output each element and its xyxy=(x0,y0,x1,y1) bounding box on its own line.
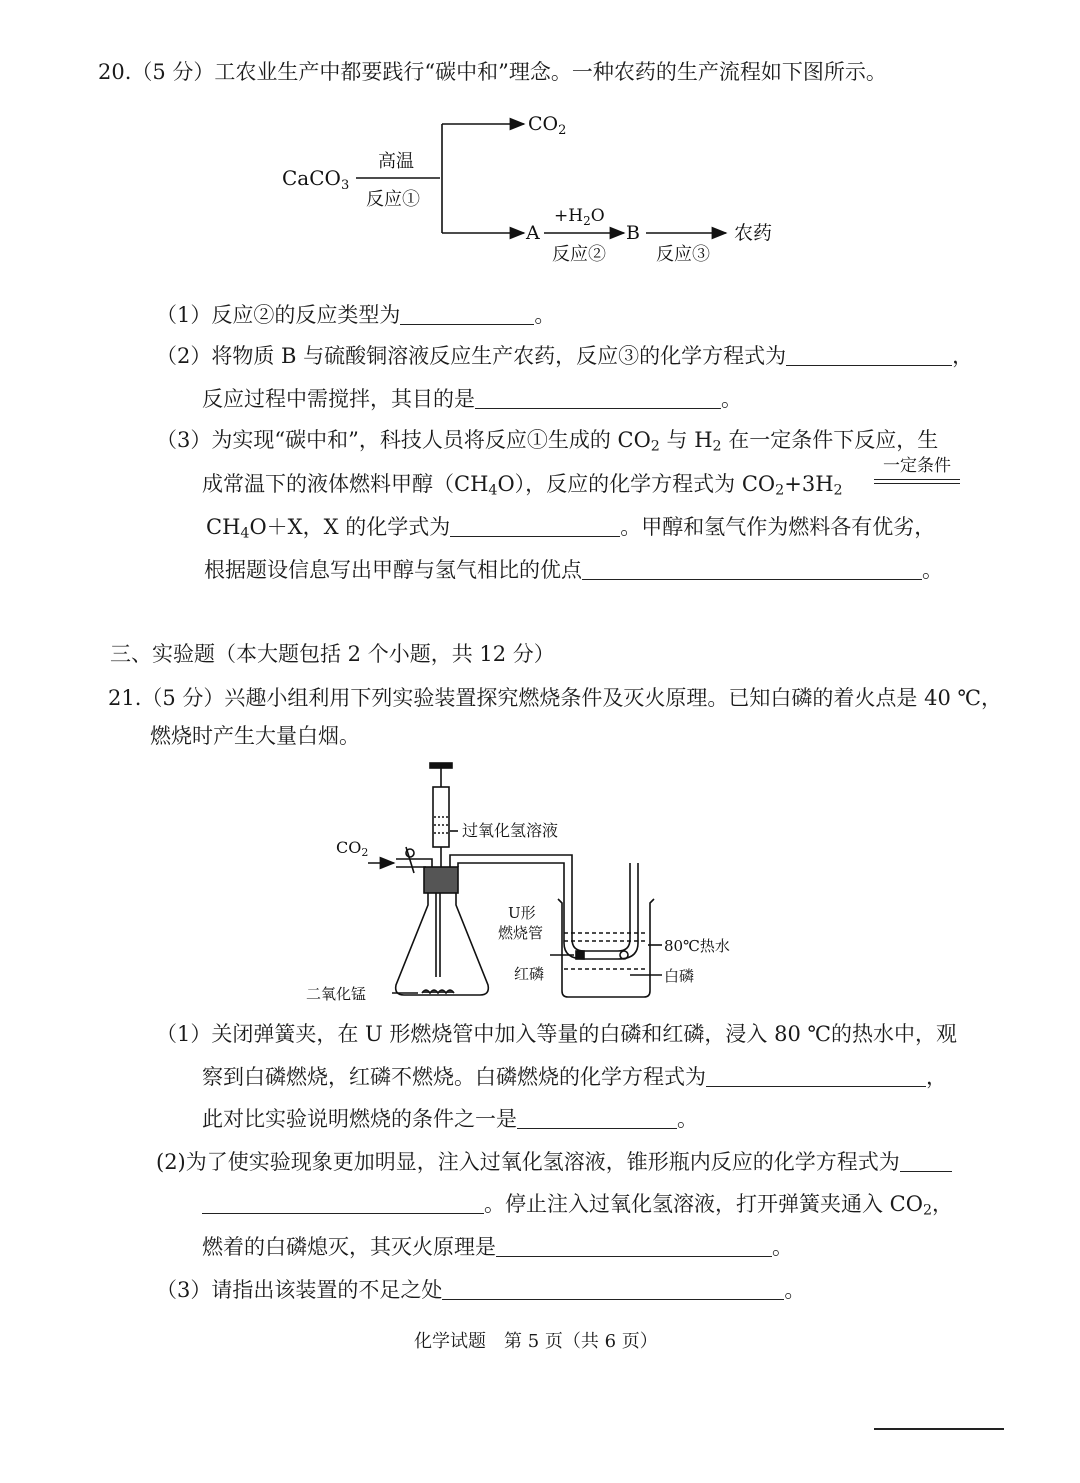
q21-p1-line3: 此对比实验说明燃烧的条件之一是 。 xyxy=(202,1107,698,1131)
mno2-powder xyxy=(422,990,454,993)
flow-h2o: $+H_2O$ xyxy=(554,206,605,228)
q21-stem-1: 21.（5 分）兴趣小组利用下列实验装置探究燃烧条件及灭火原理。已知白磷的着火点是 40 ℃， xyxy=(108,686,1002,710)
flow-cond-bottom: 反应① xyxy=(366,189,420,210)
q21-p2-line2: 。停止注入过氧化氢溶液，打开弹簧夹通入 $CO_2$， xyxy=(202,1190,953,1225)
footer-rule xyxy=(874,1428,1004,1430)
q21-p2-line1: (2)为了使实验现象更加明显，注入过氧化氢溶液，锥形瓶内反应的化学方程式为 xyxy=(156,1148,952,1176)
flow-co2: $CO_2$ xyxy=(528,113,567,138)
q20-p3-line4: 根据题设信息写出甲醇与氢气相比的优点 。 xyxy=(204,558,943,582)
q21-p1-line2: 察到白磷燃烧，红磷不燃烧。白磷燃烧的化学方程式为 ， xyxy=(202,1065,947,1089)
label-h2o2: 过氧化氢溶液 xyxy=(462,821,559,840)
flow-cond-top: 高温 xyxy=(378,151,414,172)
q20-p3-line1: （3）为实现“碳中和”，科技人员将反应①生成的 $CO_2$ 与 $H_2$ 在一定条件下反应，生 xyxy=(156,428,939,455)
answer-blank[interactable] xyxy=(475,390,721,409)
conical-flask xyxy=(396,893,489,995)
q21-stem-2: 燃烧时产生大量白烟。 xyxy=(150,724,360,748)
label-utube-1: U形 xyxy=(508,904,536,922)
label-co2: CO2 xyxy=(336,838,369,859)
q20-p3-line2: 成常温下的液体燃料甲醇$(CH_4O)$，反应的化学方程式为 $CO_2+3H_2$ xyxy=(202,472,843,499)
answer-blank[interactable] xyxy=(442,1281,784,1300)
q20-p2-line2: 反应过程中需搅拌，其目的是 。 xyxy=(202,387,742,411)
label-hot-water: 80℃热水 xyxy=(664,937,730,955)
q20-stem: 20.（5 分）工农业生产中都要践行“碳中和”理念。一种农药的生产流程如下图所示。 xyxy=(98,60,887,84)
answer-blank[interactable] xyxy=(202,1195,484,1214)
answer-blank[interactable] xyxy=(450,518,620,537)
q21-p2-line3: 燃着的白磷熄灭，其灭火原理是 。 xyxy=(202,1235,793,1259)
section-3-title: 三、实验题（本大题包括 2 个小题，共 12 分） xyxy=(110,642,555,666)
rubber-stopper xyxy=(424,867,458,893)
answer-blank[interactable] xyxy=(786,347,952,366)
label-mno2: 二氧化锰 xyxy=(306,985,367,1003)
answer-blank[interactable] xyxy=(582,561,922,580)
flow-r3: 反应③ xyxy=(656,244,710,265)
syringe-plunger-top xyxy=(430,763,452,768)
equals-sign xyxy=(874,479,960,484)
answer-blank[interactable] xyxy=(400,306,534,325)
flow-product: 农药 xyxy=(734,222,773,244)
flow-caco3: CaCO$_3$ xyxy=(282,166,350,193)
q20-p1: （1）反应②的反应类型为 。 xyxy=(156,303,556,327)
label-red-phosphorus: 红磷 xyxy=(514,965,545,983)
flow-diagram xyxy=(270,105,790,275)
page-footer: 化学试题 第 5 页（共 6 页） xyxy=(414,1331,658,1352)
red-phosphorus xyxy=(576,951,584,959)
flow-r2: 反应② xyxy=(552,244,606,265)
q20-p3-line3: $CH_4O+X$，X 的化学式为 。甲醇和氢气作为燃料各有优劣， xyxy=(206,515,936,542)
answer-blank[interactable] xyxy=(517,1110,677,1129)
answer-blank[interactable] xyxy=(706,1068,926,1087)
flow-a: A xyxy=(526,222,540,244)
flow-b: B xyxy=(626,222,640,244)
q20-p2-line1: （2）将物质 B 与硫酸铜溶液反应生产农药，反应③的化学方程式为 ， xyxy=(156,344,974,368)
label-white-phosphorus: 白磷 xyxy=(664,967,695,985)
q21-p3: （3）请指出该装置的不足之处 。 xyxy=(156,1278,806,1302)
label-utube-2: 燃烧管 xyxy=(498,924,544,942)
q21-p1-line1: （1）关闭弹簧夹，在 U 形燃烧管中加入等量的白磷和红磷，浸入 80 ℃的热水中，观 xyxy=(156,1022,957,1046)
answer-blank[interactable] xyxy=(496,1238,772,1257)
reaction-condition: 一定条件 xyxy=(874,456,960,484)
apparatus-diagram xyxy=(300,755,760,1010)
answer-blank[interactable] xyxy=(900,1153,952,1172)
inlet-tube xyxy=(396,859,432,867)
